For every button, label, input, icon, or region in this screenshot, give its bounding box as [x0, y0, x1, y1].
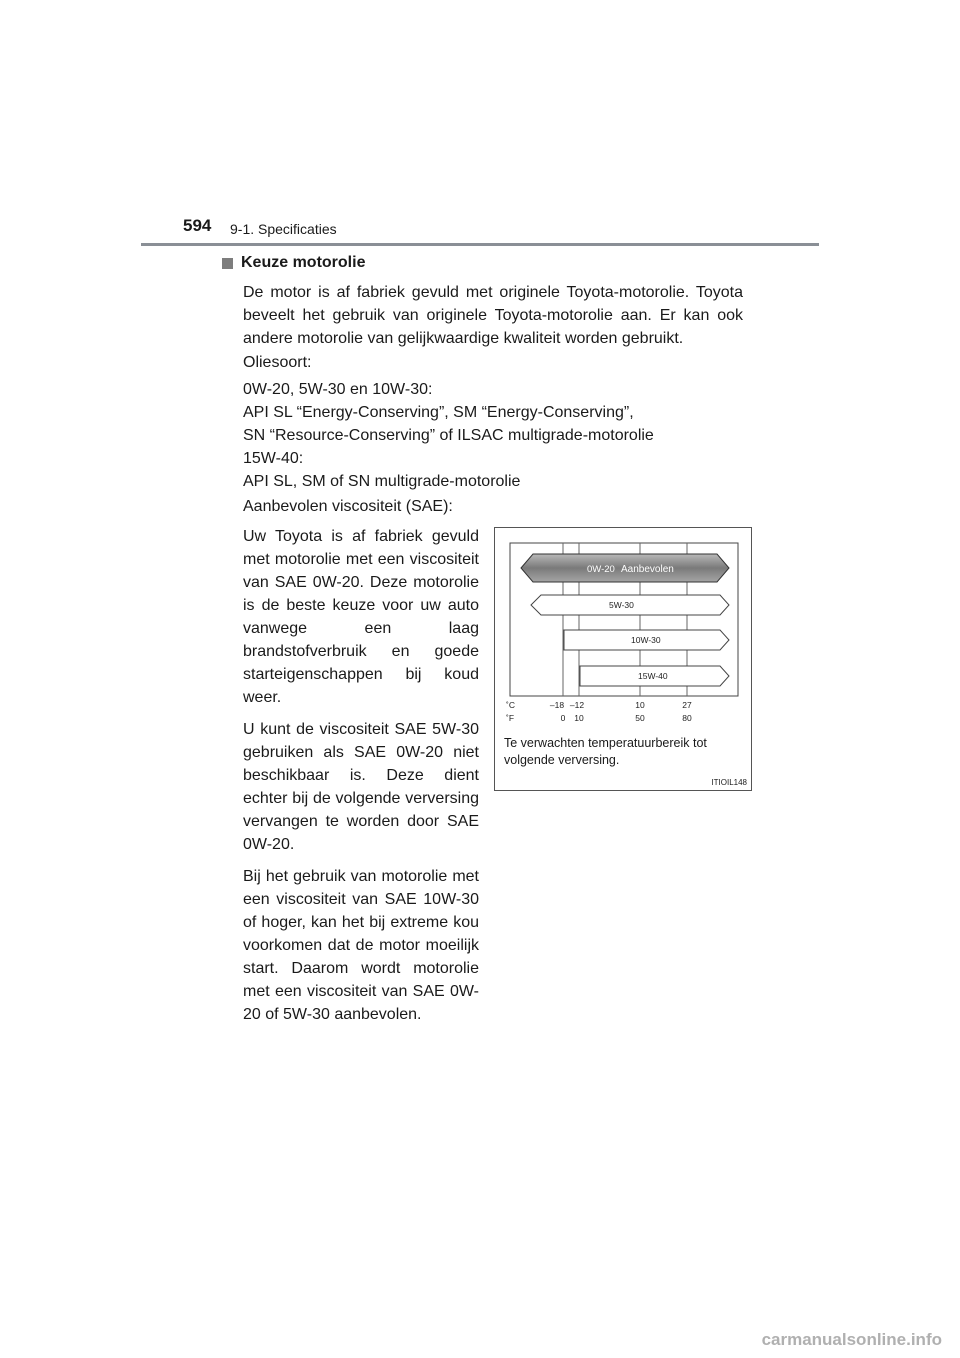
watermark: carmanualsonline.info — [761, 1330, 942, 1349]
viscosity-figure — [494, 527, 752, 791]
grades-line: 0W-20, 5W-30 en 10W-30: — [243, 381, 433, 398]
grades-line: API SL “Energy-Conserving”, SM “Energy-Conserving”, — [243, 404, 634, 421]
intro-line: andere motorolie van gelijkwaardige kwaliteit worden gebruikt. — [243, 330, 684, 347]
caption-line: Te verwachten temperatuurbereik tot — [504, 736, 707, 750]
caption-line: volgende verversing. — [504, 753, 620, 767]
grades-line: API SL, SM of SN multigrade-motorolie — [243, 473, 521, 490]
column-paragraph: Uw Toyota is af fabriek gevuld met motorolie met een viscositeit van SAE 0W-20. Deze motorolie is de beste keuze voor uw auto vanwege een laag brandstofverbruik en goede starteigenschappen bij koud weer. — [243, 528, 479, 706]
celsius-tick: 27 — [682, 700, 692, 710]
fahrenheit-tick: 0 — [560, 713, 566, 723]
grades-block-a — [243, 378, 654, 447]
intro-line: De motor is af fabriek gevuld met originele Toyota-motorolie. Toyota — [243, 284, 743, 301]
heading-text: Keuze motorolie — [241, 254, 366, 271]
figure-code: ITIOIL148 — [711, 778, 747, 787]
header-rule — [141, 243, 819, 246]
grades-line: 15W-40: — [243, 450, 304, 467]
arrow-label-10w30: 10W-30 — [631, 635, 661, 645]
section-title: 9-1. Specificaties — [230, 221, 337, 237]
section-heading — [222, 254, 365, 272]
intro-line: beveelt het gebruik van originele Toyota-motorolie aan. Er kan ook — [243, 307, 743, 324]
arrow-label-15w40: 15W-40 — [638, 671, 668, 681]
figure-caption — [504, 735, 707, 769]
celsius-tick: –12 — [569, 700, 585, 710]
fahrenheit-tick: 80 — [682, 713, 692, 723]
column-paragraph: Bij het gebruik van motorolie met een viscositeit van SAE 10W-30 of hoger, kan het bij extreme kou voorkomen dat de motor moeilijk start. Daarom wordt motorolie met een viscositeit van SAE 0W-20 of 5W-30 aanbevolen. — [243, 868, 479, 1023]
grades-block-b — [243, 447, 520, 493]
viscosity-text-column — [243, 525, 479, 1035]
fahrenheit-tick: 10 — [574, 713, 584, 723]
arrow-label-0w20: 0W-20 — [587, 564, 615, 575]
unit-celsius: ˚C — [506, 700, 515, 710]
page-number: 594 — [183, 216, 212, 235]
square-bullet-icon — [222, 258, 233, 269]
celsius-tick: –18 — [549, 700, 565, 710]
grades-line: SN “Resource-Conserving” of ILSAC multigrade-motorolie — [243, 427, 654, 444]
column-paragraph: U kunt de viscositeit SAE 5W-30 gebruiken als SAE 0W-20 niet beschikbaar is. Deze dient echter bij de volgende verversing vervangen te worden door SAE 0W-20. — [243, 721, 479, 853]
arrow-label-5w30: 5W-30 — [609, 600, 634, 610]
celsius-tick: 10 — [635, 700, 645, 710]
oil-type-label: Oliesoort: — [243, 354, 312, 371]
viscosity-label: Aanbevolen viscositeit (SAE): — [243, 498, 453, 515]
arrow-note-0w20: Aanbevolen — [621, 564, 674, 575]
unit-fahrenheit: ˚F — [506, 713, 515, 723]
intro-paragraph — [243, 281, 743, 350]
fahrenheit-tick: 50 — [635, 713, 645, 723]
